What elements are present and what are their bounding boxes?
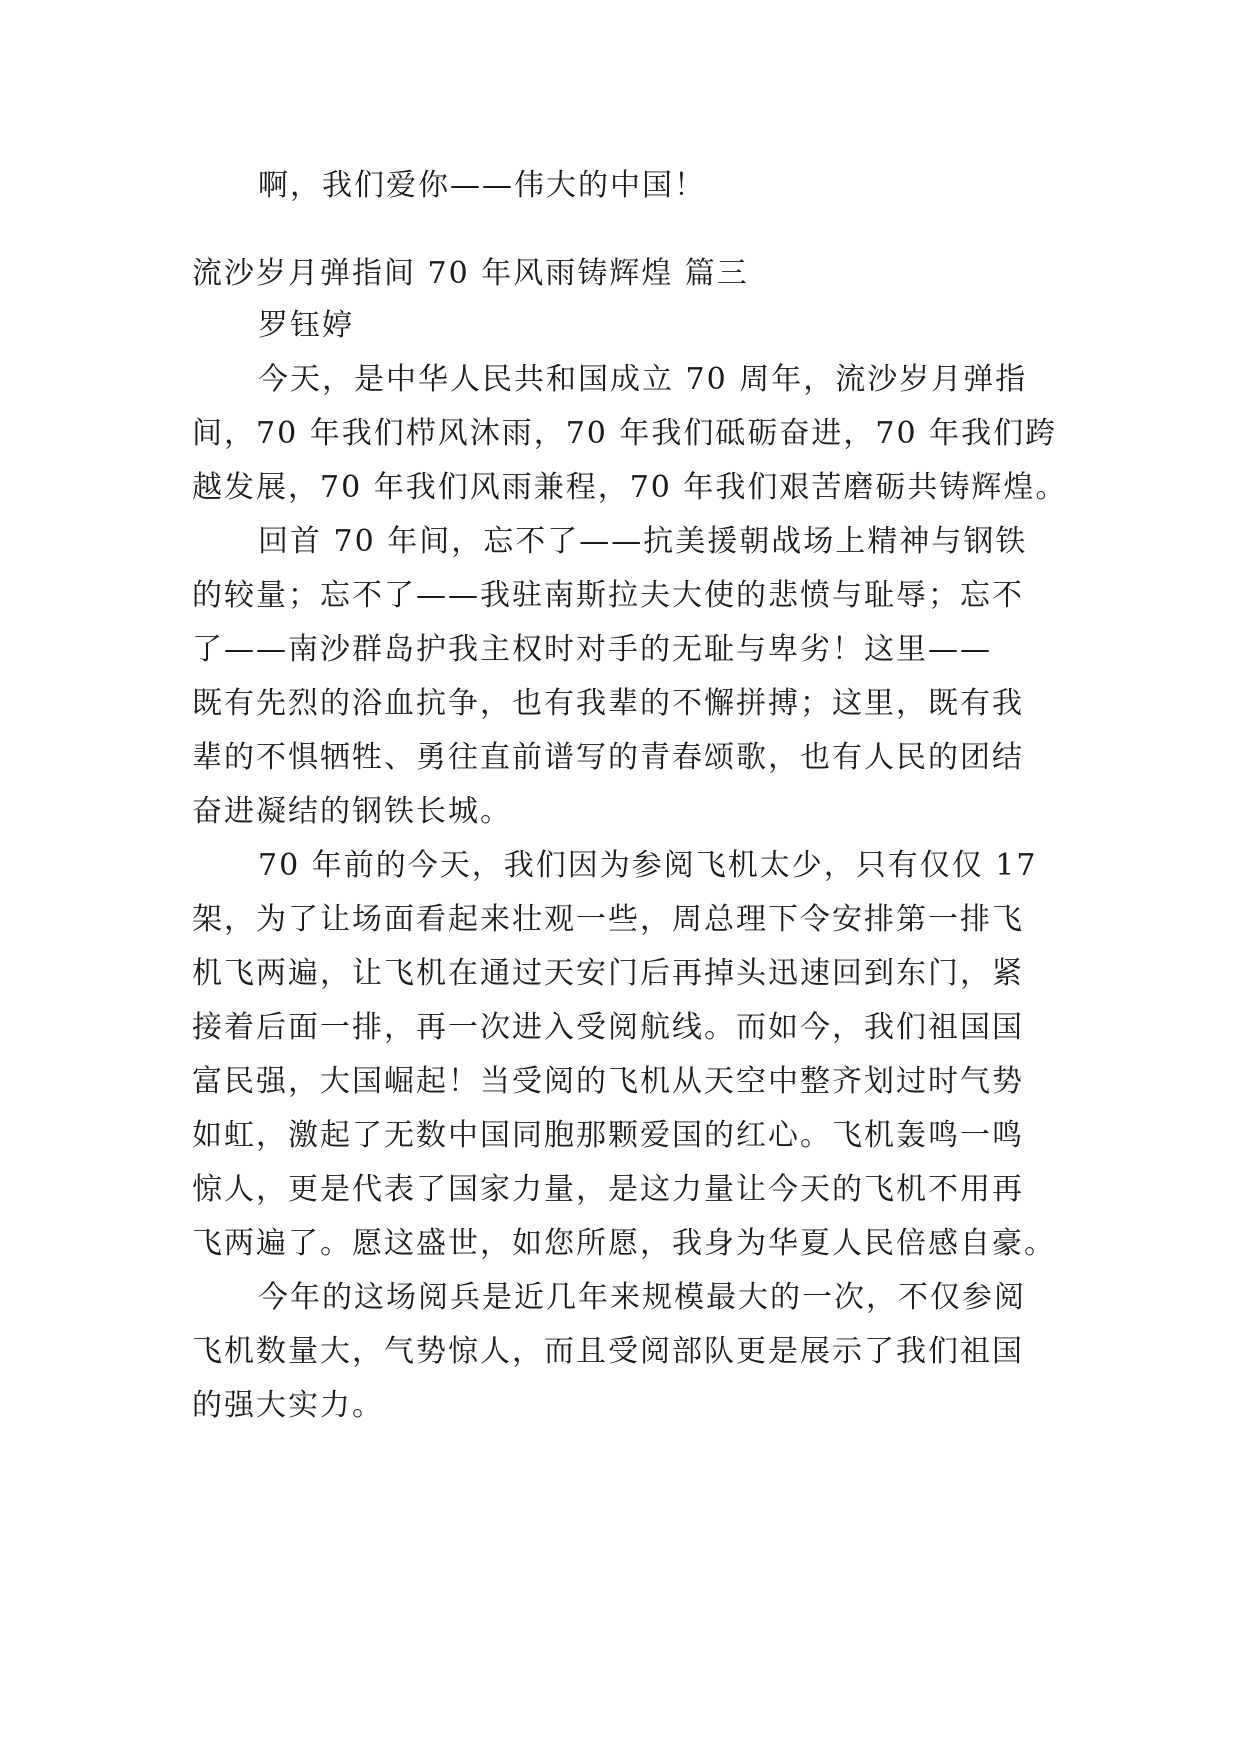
paragraph-1-line-1: 今天，是中华人民共和国成立 70 周年，流沙岁月弹指: [258, 362, 1028, 397]
paragraph-3-line-7: 惊人，更是代表了国家力量，是这力量让今天的飞机不用再: [192, 1172, 1024, 1207]
author-name: 罗钰婷: [258, 308, 354, 343]
paragraph-3-line-2: 架，为了让场面看起来壮观一些，周总理下令安排第一排飞: [192, 902, 1024, 937]
paragraph-1-line-3: 越发展，70 年我们风雨兼程，70 年我们艰苦磨砺共铸辉煌。: [192, 470, 1068, 505]
paragraph-1-line-2: 间，70 年我们栉风沐雨，70 年我们砥砺奋进，70 年我们跨: [192, 416, 1058, 451]
paragraph-4-line-3: 的强大实力。: [192, 1388, 384, 1423]
section-title: 流沙岁月弹指间 70 年风雨铸辉煌 篇三: [192, 256, 749, 291]
paragraph-2-line-4: 既有先烈的浴血抗争，也有我辈的不懈拼搏；这里，既有我: [192, 686, 1024, 721]
paragraph-3-line-1: 70 年前的今天，我们因为参阅飞机太少，只有仅仅 17: [258, 848, 1038, 883]
paragraph-2-line-2: 的较量；忘不了——我驻南斯拉夫大使的悲愤与耻辱；忘不: [192, 578, 1024, 613]
paragraph-2-line-6: 奋进凝结的钢铁长城。: [192, 794, 512, 829]
paragraph-3-line-8: 飞两遍了。愿这盛世，如您所愿，我身为华夏人民倍感自豪。: [192, 1226, 1056, 1261]
paragraph-2-line-3: 了——南沙群岛护我主权时对手的无耻与卑劣！这里——: [192, 632, 992, 667]
paragraph-3-line-3: 机飞两遍，让飞机在通过天安门后再掉头迅速回到东门，紧: [192, 956, 1024, 991]
paragraph-3-line-5: 富民强，大国崛起！当受阅的飞机从天空中整齐划过时气势: [192, 1064, 1024, 1099]
closing-line: 啊，我们爱你——伟大的中国！: [258, 168, 706, 203]
paragraph-3-line-4: 接着后面一排，再一次进入受阅航线。而如今，我们祖国国: [192, 1010, 1024, 1045]
paragraph-4-line-1: 今年的这场阅兵是近几年来规模最大的一次，不仅参阅: [258, 1280, 1026, 1315]
paragraph-2-line-5: 辈的不惧牺牲、勇往直前谱写的青春颂歌，也有人民的团结: [192, 740, 1024, 775]
paragraph-3-line-6: 如虹，激起了无数中国同胞那颗爱国的红心。飞机轰鸣一鸣: [192, 1118, 1024, 1153]
paragraph-2-line-1: 回首 70 年间，忘不了——抗美援朝战场上精神与钢铁: [258, 524, 1028, 559]
paragraph-4-line-2: 飞机数量大，气势惊人，而且受阅部队更是展示了我们祖国: [192, 1334, 1024, 1369]
